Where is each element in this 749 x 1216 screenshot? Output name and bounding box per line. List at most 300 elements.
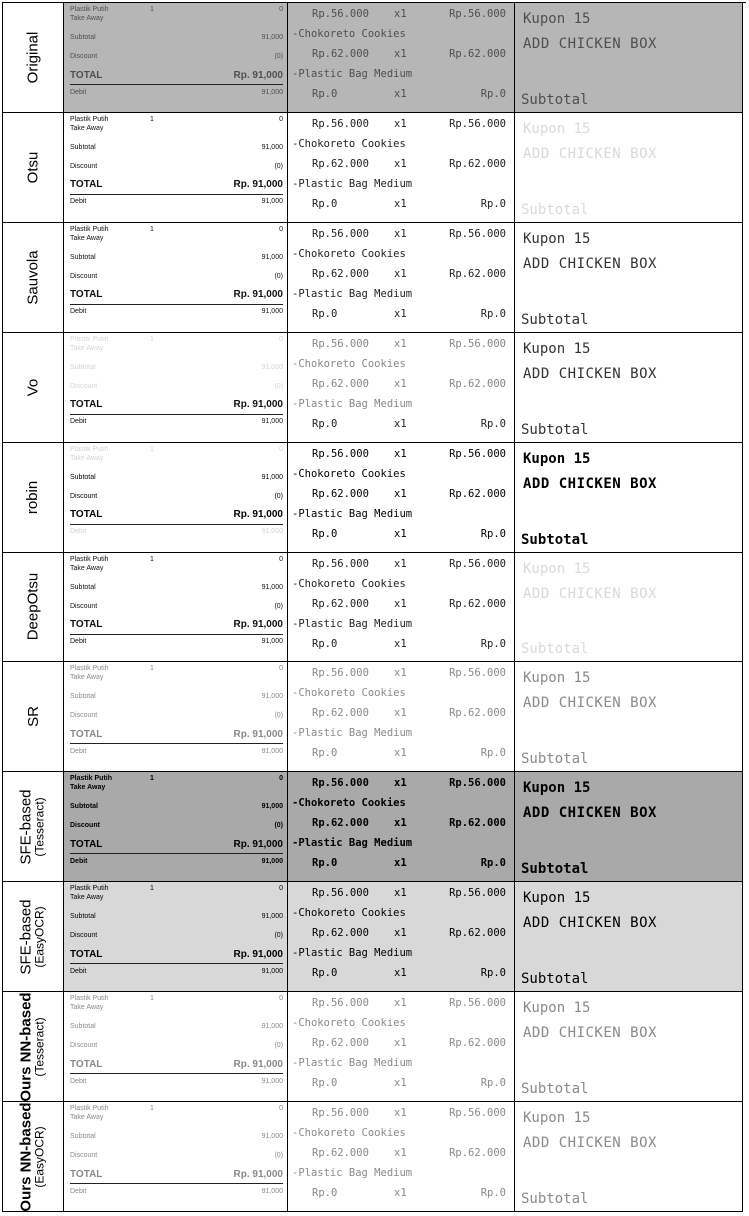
receipt-item: Plastik Putih xyxy=(70,995,109,1003)
receipt-line xyxy=(292,723,510,743)
debit-value: 91,000 xyxy=(261,88,283,96)
item-name: -Chokoreto Cookies xyxy=(292,357,406,370)
quantity: x1 xyxy=(394,487,407,500)
discount-label: Discount xyxy=(70,492,98,500)
receipt-c-cell xyxy=(515,223,743,333)
line-total: Rp.0 xyxy=(480,307,506,320)
debit-value: 91,000 xyxy=(261,418,283,426)
subtotal-line: Subtotal xyxy=(521,751,589,768)
method-name: Vo xyxy=(24,378,42,396)
receipt-b xyxy=(288,772,514,873)
receipt-line xyxy=(292,923,510,943)
total-value: Rp. 91,000 xyxy=(233,399,283,411)
item-name: -Chokoreto Cookies xyxy=(292,1017,406,1030)
receipt-line xyxy=(292,793,510,813)
subtotal-line: Subtotal xyxy=(521,531,589,548)
receipt-note: Take Away xyxy=(70,564,104,572)
unit-price: Rp.0 xyxy=(312,747,338,760)
receipt-item-qty: 1 xyxy=(150,775,154,783)
receipt-line xyxy=(292,504,510,524)
item-name: -Plastic Bag Medium xyxy=(292,727,413,740)
unit-price: Rp.62.000 xyxy=(312,157,369,170)
receipt-b-cell xyxy=(288,223,515,333)
add-item-line: ADD CHICKEN BOX xyxy=(523,915,657,932)
receipt-a xyxy=(64,333,287,431)
quantity: x1 xyxy=(394,267,407,280)
subtotal-line: Subtotal xyxy=(521,91,589,108)
line-total: Rp.0 xyxy=(480,967,506,980)
method-name: Ours NN-based xyxy=(18,1102,36,1212)
receipt-item: Plastik Putih xyxy=(70,115,109,123)
receipt-line xyxy=(292,414,510,434)
total-value: Rp. 91,000 xyxy=(233,728,283,740)
subtotal-label: Subtotal xyxy=(70,583,96,591)
receipt-a-cell xyxy=(64,333,288,443)
method-label-cell xyxy=(3,3,64,113)
line-total: Rp.0 xyxy=(480,1077,506,1090)
receipt-item-qty: 1 xyxy=(150,995,154,1003)
item-name: -Chokoreto Cookies xyxy=(292,467,406,480)
method-name: DeepOtsu xyxy=(24,573,42,641)
receipt-c-cell xyxy=(515,443,743,553)
total-label: TOTAL xyxy=(70,1168,103,1180)
receipt-a xyxy=(64,443,287,541)
quantity: x1 xyxy=(394,1187,407,1200)
method-name: Ours NN-based xyxy=(18,992,36,1102)
receipt-c-cell xyxy=(515,772,743,882)
receipt-line xyxy=(292,444,510,464)
receipt-item-qty: 1 xyxy=(150,6,154,13)
add-item-line: ADD CHICKEN BOX xyxy=(523,145,657,162)
receipt-a-cell xyxy=(64,553,288,663)
total-label: TOTAL xyxy=(70,728,103,740)
receipt-item-price: 0 xyxy=(279,665,283,673)
debit-value: 91,000 xyxy=(261,747,283,755)
receipt-c-cell xyxy=(515,333,743,443)
subtotal-value: 91,000 xyxy=(261,693,283,701)
receipt-line xyxy=(292,1163,510,1183)
receipt-note: Take Away xyxy=(70,674,104,682)
receipt-item-price: 0 xyxy=(279,885,283,893)
receipt-b-cell xyxy=(288,882,515,992)
receipt-item: Plastik Putih xyxy=(70,1105,109,1113)
receipt-a xyxy=(64,113,287,211)
receipt-line xyxy=(292,224,510,244)
receipt-line xyxy=(292,683,510,703)
line-total: Rp.62.000 xyxy=(449,927,506,940)
subtotal-value: 91,000 xyxy=(261,253,283,261)
receipt-line xyxy=(292,194,510,214)
add-item-line: ADD CHICKEN BOX xyxy=(523,805,657,822)
unit-price: Rp.0 xyxy=(312,197,338,210)
line-total: Rp.0 xyxy=(480,1187,506,1200)
receipt-b-cell xyxy=(288,1102,515,1212)
quantity: x1 xyxy=(394,777,407,790)
debit-label: Debit xyxy=(70,308,87,316)
receipt-c-cell xyxy=(515,1102,743,1212)
quantity: x1 xyxy=(394,1037,407,1050)
receipt-a-cell xyxy=(64,772,288,882)
receipt-line xyxy=(292,703,510,723)
quantity: x1 xyxy=(394,667,407,680)
receipt-line xyxy=(292,743,510,763)
quantity: x1 xyxy=(394,117,407,130)
receipt-a-cell xyxy=(64,662,288,772)
line-total: Rp.62.000 xyxy=(449,1147,506,1160)
quantity: x1 xyxy=(394,557,407,570)
receipt-a xyxy=(64,223,287,321)
unit-price: Rp.56.000 xyxy=(312,117,369,130)
method-label xyxy=(19,1102,47,1211)
receipt-line xyxy=(292,284,510,304)
discount-label: Discount xyxy=(70,53,98,60)
unit-price: Rp.62.000 xyxy=(312,817,369,830)
receipt-line xyxy=(292,1013,510,1033)
discount-value: (0) xyxy=(274,162,283,170)
item-name: -Chokoreto Cookies xyxy=(292,797,406,810)
debit-value: 91,000 xyxy=(261,198,283,206)
receipt-line xyxy=(292,943,510,963)
line-total: Rp.56.000 xyxy=(449,557,506,570)
item-name: -Chokoreto Cookies xyxy=(292,577,406,590)
unit-price: Rp.56.000 xyxy=(312,777,369,790)
debit-label: Debit xyxy=(70,418,87,426)
receipt-c-cell xyxy=(515,882,743,992)
subtotal-line: Subtotal xyxy=(521,641,589,658)
unit-price: Rp.62.000 xyxy=(312,597,369,610)
receipt-item-qty: 1 xyxy=(150,555,154,563)
receipt-line xyxy=(292,334,510,354)
unit-price: Rp.0 xyxy=(312,857,338,870)
debit-label: Debit xyxy=(70,1187,87,1195)
subtotal-value: 91,000 xyxy=(261,363,283,371)
receipt-line xyxy=(292,813,510,833)
unit-price: Rp.62.000 xyxy=(312,1037,369,1050)
line-total: Rp.0 xyxy=(480,88,506,100)
line-total: Rp.56.000 xyxy=(449,887,506,900)
quantity: x1 xyxy=(394,597,407,610)
discount-label: Discount xyxy=(70,1042,98,1050)
unit-price: Rp.62.000 xyxy=(312,707,369,720)
receipt-line xyxy=(292,354,510,374)
method-label xyxy=(19,789,47,864)
receipt-line xyxy=(292,574,510,594)
unit-price: Rp.56.000 xyxy=(312,1107,369,1120)
receipt-b xyxy=(288,113,514,214)
receipt-b xyxy=(288,443,514,544)
method-label xyxy=(26,378,41,396)
unit-price: Rp.0 xyxy=(312,637,338,650)
discount-label: Discount xyxy=(70,602,98,610)
receipt-item: Plastik Putih xyxy=(70,775,113,783)
method-label-cell xyxy=(3,882,64,992)
debit-value: 91,000 xyxy=(261,638,283,646)
unit-price: Rp.56.000 xyxy=(312,667,369,680)
receipt-a-cell xyxy=(64,1102,288,1212)
total-label: TOTAL xyxy=(70,289,103,301)
debit-label: Debit xyxy=(70,88,87,96)
subtotal-label: Subtotal xyxy=(70,1133,96,1141)
receipt-b xyxy=(288,223,514,324)
receipt-item-price: 0 xyxy=(279,555,283,563)
unit-price: Rp.0 xyxy=(312,417,338,430)
method-name: Otsu xyxy=(24,151,42,184)
subtotal-label: Subtotal xyxy=(70,363,96,371)
total-value: Rp. 91,000 xyxy=(233,619,283,631)
unit-price: Rp.0 xyxy=(312,1187,338,1200)
coupon-line: Kupon 15 xyxy=(523,780,591,797)
coupon-line: Kupon 15 xyxy=(523,560,591,577)
discount-label: Discount xyxy=(70,272,98,280)
debit-label: Debit xyxy=(70,747,87,755)
method-label xyxy=(26,32,41,84)
item-name: -Chokoreto Cookies xyxy=(292,137,406,150)
line-total: Rp.0 xyxy=(480,197,506,210)
receipt-line xyxy=(292,773,510,793)
receipt-a-cell xyxy=(64,992,288,1102)
quantity: x1 xyxy=(394,197,407,210)
line-total: Rp.56.000 xyxy=(449,777,506,790)
receipt-b-cell xyxy=(288,662,515,772)
method-name: Original xyxy=(24,31,42,84)
receipt-line xyxy=(292,24,510,44)
receipt-note: Take Away xyxy=(70,234,104,242)
quantity: x1 xyxy=(394,997,407,1010)
receipt-item: Plastik Putih xyxy=(70,6,109,13)
receipt-line xyxy=(292,304,510,324)
subtotal-value: 91,000 xyxy=(261,1133,283,1141)
method-subtitle: (EasyOCR) xyxy=(33,906,48,968)
receipt-line xyxy=(292,903,510,923)
debit-label: Debit xyxy=(70,1077,87,1085)
receipt-line xyxy=(292,4,510,24)
receipt-a-cell xyxy=(64,223,288,333)
add-item-line: ADD CHICKEN BOX xyxy=(523,36,657,52)
add-item-line: ADD CHICKEN BOX xyxy=(523,475,657,492)
total-label: TOTAL xyxy=(70,509,103,521)
add-item-line: ADD CHICKEN BOX xyxy=(523,365,657,382)
receipt-line xyxy=(292,1123,510,1143)
receipt-line xyxy=(292,883,510,903)
unit-price: Rp.56.000 xyxy=(312,887,369,900)
method-label-cell xyxy=(3,443,64,553)
line-total: Rp.56.000 xyxy=(449,8,506,20)
receipt-b-cell xyxy=(288,992,515,1102)
line-total: Rp.56.000 xyxy=(449,997,506,1010)
total-label: TOTAL xyxy=(70,1058,103,1070)
method-label-cell xyxy=(3,662,64,772)
debit-label: Debit xyxy=(70,528,87,536)
debit-value: 91,000 xyxy=(261,1187,283,1195)
coupon-line: Kupon 15 xyxy=(523,670,591,687)
receipt-line xyxy=(292,114,510,134)
method-label-cell xyxy=(3,333,64,443)
coupon-line: Kupon 15 xyxy=(523,11,591,27)
unit-price: Rp.56.000 xyxy=(312,997,369,1010)
quantity: x1 xyxy=(394,637,407,650)
receipt-note: Take Away xyxy=(70,344,104,352)
receipt-line xyxy=(292,394,510,414)
quantity: x1 xyxy=(394,8,407,20)
receipt-note: Take Away xyxy=(70,454,104,462)
quantity: x1 xyxy=(394,157,407,170)
method-label-cell xyxy=(3,992,64,1102)
receipt-line xyxy=(292,663,510,683)
item-name: -Plastic Bag Medium xyxy=(292,1057,413,1070)
debit-value: 91,000 xyxy=(261,308,283,316)
quantity: x1 xyxy=(394,1147,407,1160)
receipt-b xyxy=(288,1102,514,1203)
receipt-item-price: 0 xyxy=(279,445,283,453)
subtotal-label: Subtotal xyxy=(70,473,96,481)
receipt-b xyxy=(288,3,514,104)
discount-value: (0) xyxy=(274,1152,283,1160)
receipt-b-cell xyxy=(288,443,515,553)
unit-price: Rp.56.000 xyxy=(312,447,369,460)
add-item-line: ADD CHICKEN BOX xyxy=(523,255,657,272)
receipt-note: Take Away xyxy=(70,894,104,902)
receipt-c-cell xyxy=(515,662,743,772)
coupon-line: Kupon 15 xyxy=(523,230,591,247)
coupon-line: Kupon 15 xyxy=(523,890,591,907)
receipt-item-qty: 1 xyxy=(150,445,154,453)
method-label xyxy=(25,480,40,513)
debit-value: 91,000 xyxy=(261,857,283,865)
receipt-item-qty: 1 xyxy=(150,885,154,893)
receipt-line xyxy=(292,264,510,284)
subtotal-line: Subtotal xyxy=(521,311,589,328)
method-label-cell xyxy=(3,113,64,223)
total-value: Rp. 91,000 xyxy=(233,1168,283,1180)
receipt-b-cell xyxy=(288,772,515,882)
line-total: Rp.62.000 xyxy=(449,48,506,60)
receipt-line xyxy=(292,244,510,264)
quantity: x1 xyxy=(394,307,407,320)
receipt-item: Plastik Putih xyxy=(70,885,109,893)
line-total: Rp.62.000 xyxy=(449,1037,506,1050)
discount-label: Discount xyxy=(70,932,98,940)
receipt-line xyxy=(292,853,510,873)
subtotal-label: Subtotal xyxy=(70,1023,96,1031)
receipt-item-qty: 1 xyxy=(150,1105,154,1113)
item-name: -Plastic Bag Medium xyxy=(292,507,413,520)
total-label: TOTAL xyxy=(70,399,103,411)
receipt-item: Plastik Putih xyxy=(70,225,109,233)
receipt-a-cell xyxy=(64,882,288,992)
quantity: x1 xyxy=(394,227,407,240)
receipt-b-cell xyxy=(288,333,515,443)
quantity: x1 xyxy=(394,927,407,940)
line-total: Rp.62.000 xyxy=(449,267,506,280)
subtotal-line: Subtotal xyxy=(521,421,589,438)
receipt-line xyxy=(292,84,510,104)
debit-value: 91,000 xyxy=(261,528,283,536)
debit-label: Debit xyxy=(70,638,87,646)
receipt-line xyxy=(292,64,510,84)
quantity: x1 xyxy=(394,817,407,830)
item-name: -Plastic Bag Medium xyxy=(292,1167,413,1180)
subtotal-label: Subtotal xyxy=(70,913,96,921)
receipt-b-cell xyxy=(288,553,515,663)
total-label: TOTAL xyxy=(70,948,103,960)
receipt-a-cell xyxy=(64,113,288,223)
add-item-line: ADD CHICKEN BOX xyxy=(523,1025,657,1042)
coupon-line: Kupon 15 xyxy=(523,1110,591,1127)
subtotal-line: Subtotal xyxy=(521,1081,589,1098)
quantity: x1 xyxy=(394,527,407,540)
method-label xyxy=(26,706,41,727)
receipt-note: Take Away xyxy=(70,124,104,132)
total-value: Rp. 91,000 xyxy=(233,179,283,191)
subtotal-label: Subtotal xyxy=(70,143,96,151)
line-total: Rp.0 xyxy=(480,857,506,870)
line-total: Rp.56.000 xyxy=(449,1107,506,1120)
quantity: x1 xyxy=(394,377,407,390)
coupon-line: Kupon 15 xyxy=(523,450,591,467)
receipt-line xyxy=(292,634,510,654)
quantity: x1 xyxy=(394,48,407,60)
coupon-line: Kupon 15 xyxy=(523,340,591,357)
receipt-line xyxy=(292,1053,510,1073)
receipt-a-cell xyxy=(64,3,288,113)
method-subtitle: (EasyOCR) xyxy=(33,1125,48,1188)
quantity: x1 xyxy=(394,747,407,760)
discount-value: (0) xyxy=(274,932,283,940)
discount-value: (0) xyxy=(274,1042,283,1050)
line-total: Rp.62.000 xyxy=(449,487,506,500)
subtotal-value: 91,000 xyxy=(261,143,283,151)
unit-price: Rp.62.000 xyxy=(312,927,369,940)
add-item-line: ADD CHICKEN BOX xyxy=(523,695,657,712)
receipt-line xyxy=(292,1183,510,1203)
discount-value: (0) xyxy=(274,53,283,60)
receipt-line xyxy=(292,614,510,634)
receipt-line xyxy=(292,1103,510,1123)
discount-value: (0) xyxy=(274,602,283,610)
line-total: Rp.56.000 xyxy=(449,117,506,130)
total-label: TOTAL xyxy=(70,619,103,631)
receipt-item-price: 0 xyxy=(279,775,283,783)
item-name: -Plastic Bag Medium xyxy=(292,947,413,960)
discount-value: (0) xyxy=(274,822,283,830)
item-name: -Plastic Bag Medium xyxy=(292,837,413,850)
receipt-item-price: 0 xyxy=(279,115,283,123)
receipt-c-cell xyxy=(515,553,743,663)
discount-label: Discount xyxy=(70,712,98,720)
subtotal-line: Subtotal xyxy=(521,1190,589,1207)
receipt-item-price: 0 xyxy=(279,6,283,13)
unit-price: Rp.62.000 xyxy=(312,48,369,60)
receipt-item-qty: 1 xyxy=(150,335,154,343)
unit-price: Rp.56.000 xyxy=(312,557,369,570)
receipt-item-qty: 1 xyxy=(150,115,154,123)
line-total: Rp.56.000 xyxy=(449,227,506,240)
method-label xyxy=(19,899,47,974)
line-total: Rp.62.000 xyxy=(449,157,506,170)
discount-label: Discount xyxy=(70,822,100,830)
total-value: Rp. 91,000 xyxy=(233,69,283,81)
discount-value: (0) xyxy=(274,272,283,280)
receipt-c-cell xyxy=(515,113,743,223)
receipt-note: Take Away xyxy=(70,1114,104,1122)
debit-value: 91,000 xyxy=(261,1077,283,1085)
subtotal-label: Subtotal xyxy=(70,34,96,41)
subtotal-value: 91,000 xyxy=(261,473,283,481)
receipt-a xyxy=(64,882,287,980)
total-value: Rp. 91,000 xyxy=(233,838,283,850)
subtotal-label: Subtotal xyxy=(70,803,98,811)
method-name: SR xyxy=(24,706,42,728)
